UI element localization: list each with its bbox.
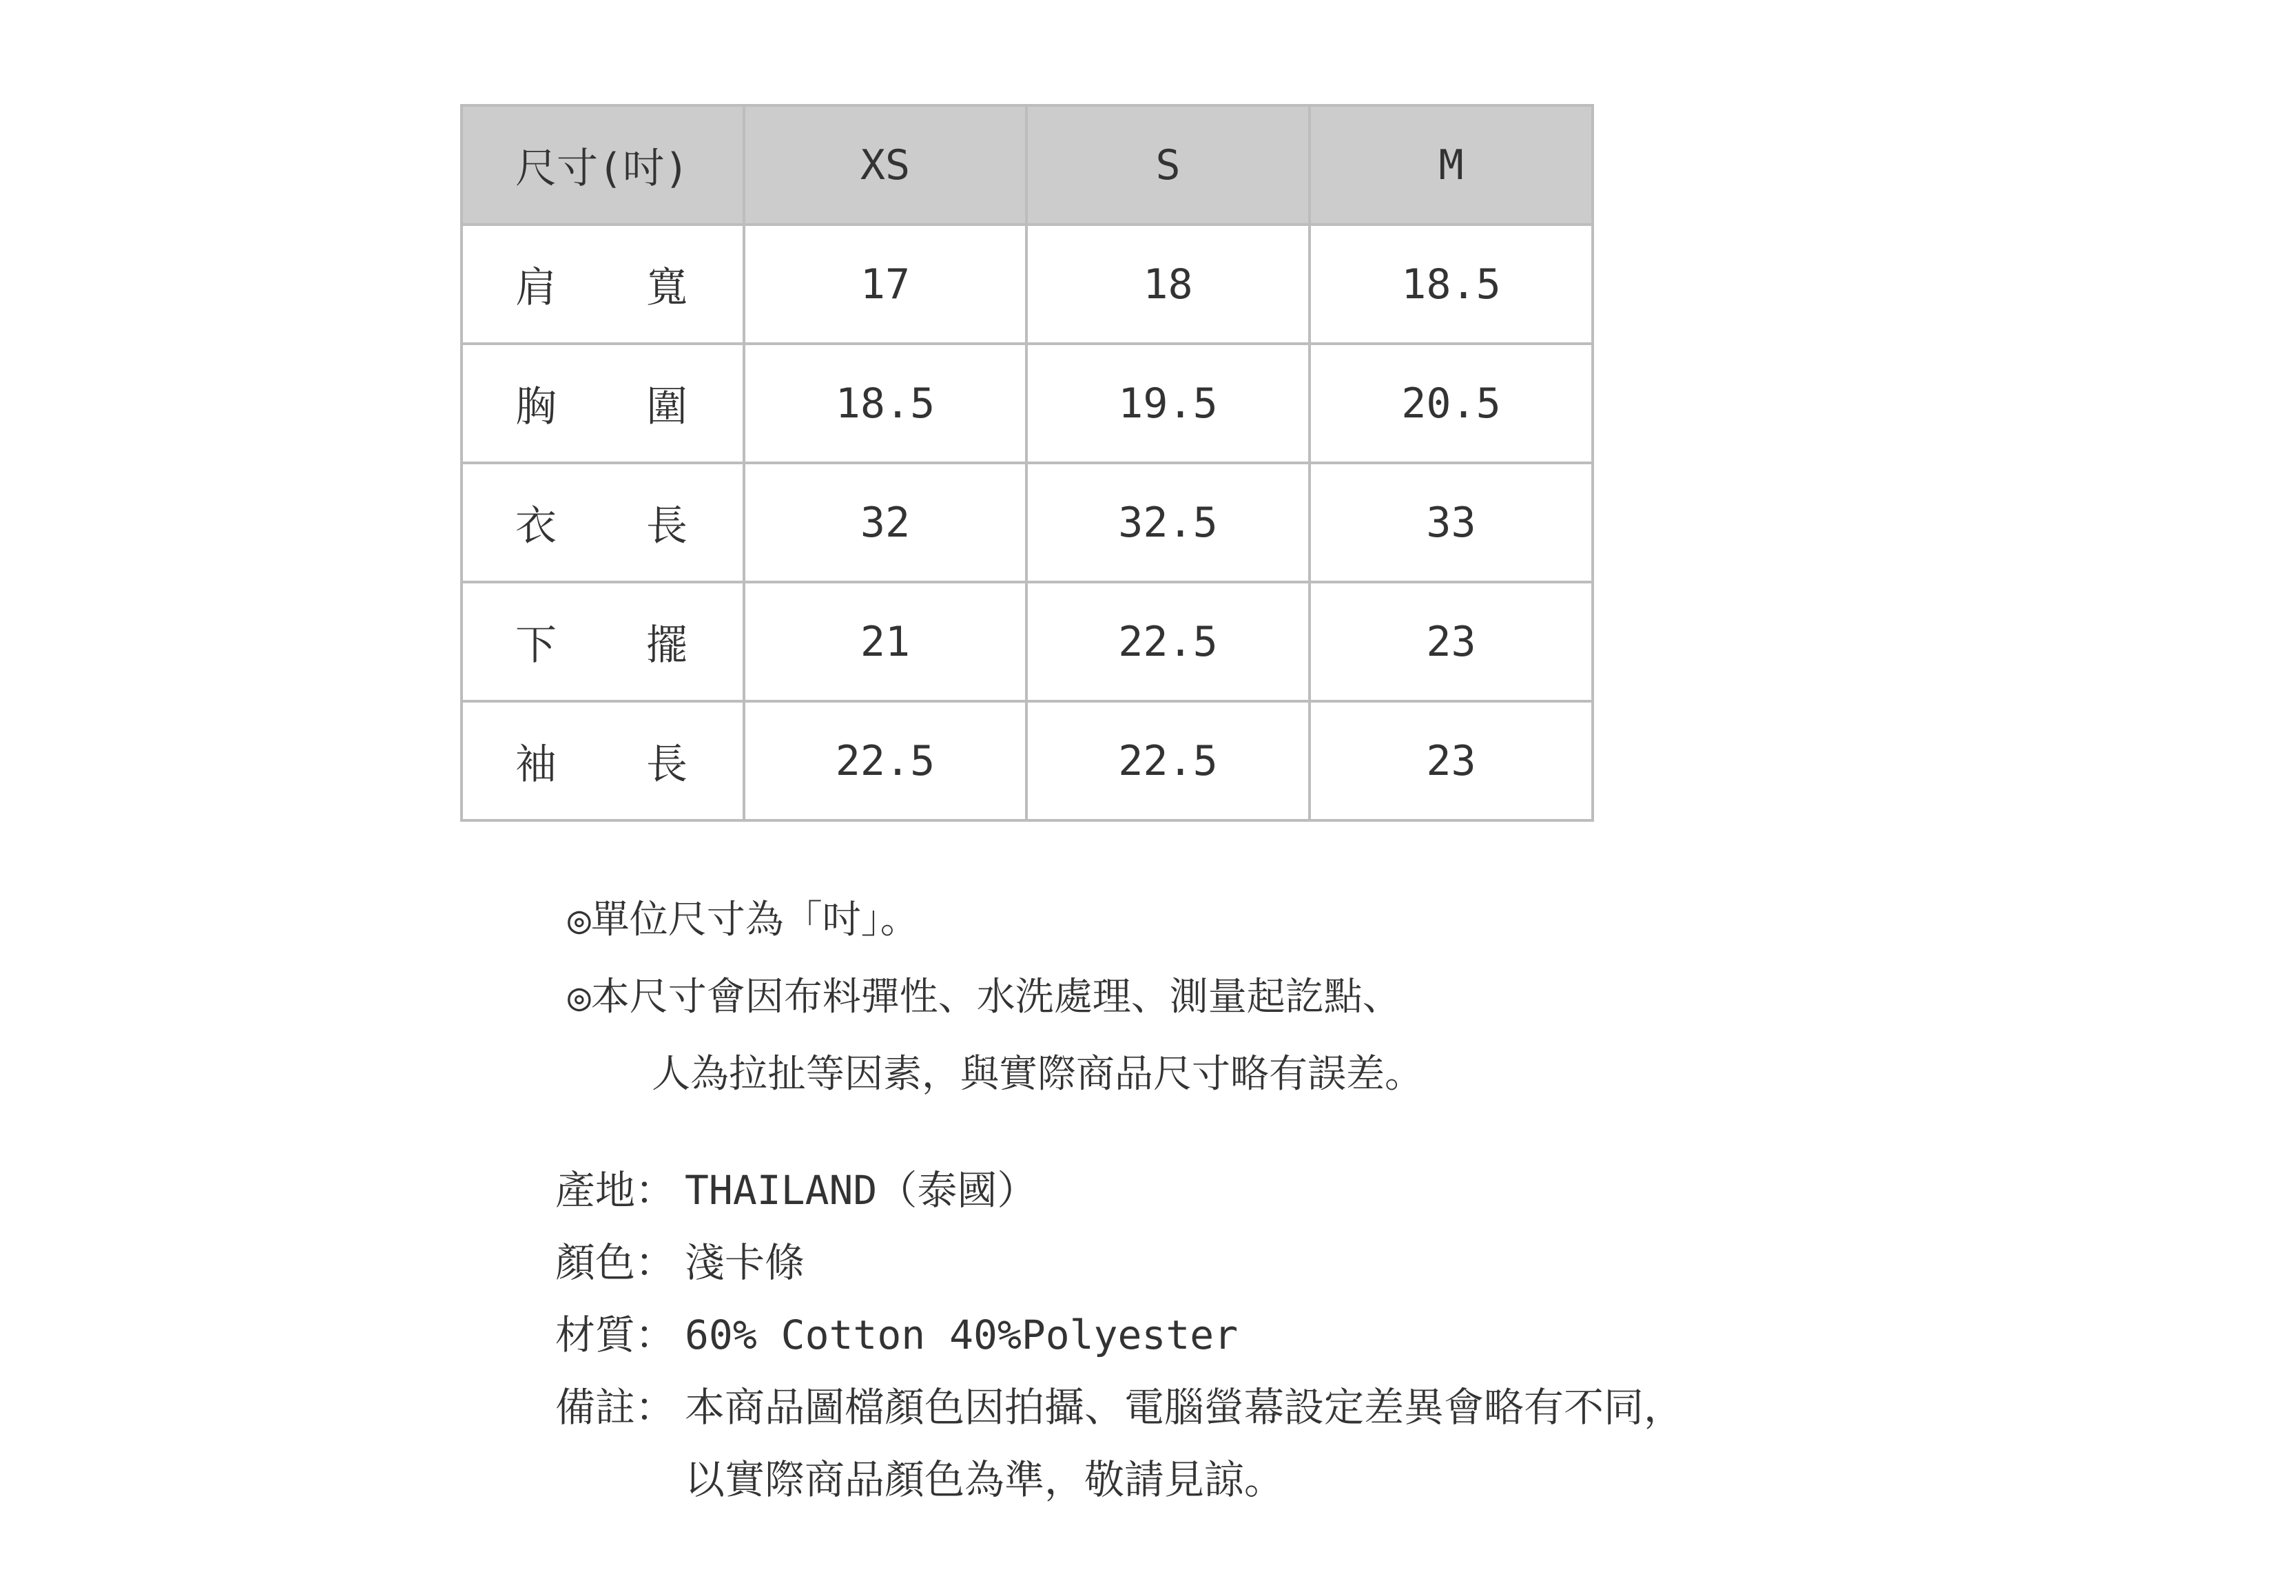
table-cell: 23 [1310, 701, 1593, 820]
header-size-xs: XS [744, 105, 1026, 225]
row-label-char: 肩 [515, 263, 557, 312]
table-cell: 32 [744, 463, 1026, 582]
remark-label: 備註： [555, 1384, 676, 1431]
table-cell: 20.5 [1310, 344, 1593, 463]
row-label-char: 下 [515, 621, 557, 670]
color-value: 淺卡條 [685, 1239, 805, 1286]
row-label-char: 衣 [515, 501, 557, 550]
table-cell: 18 [1026, 225, 1310, 344]
row-label-chest [462, 344, 744, 463]
table-row [462, 463, 1593, 582]
row-label-shoulder [462, 225, 744, 344]
note-measurement-continued: 人為拉扯等因素，與實際商品尺寸略有誤差。 [652, 1052, 1423, 1097]
note-measurement: ◎本尺寸會因布料彈性、水洗處理、測量起訖點、 [568, 975, 1401, 1019]
origin-label: 產地： [555, 1167, 676, 1214]
row-label-char: 長 [646, 740, 687, 789]
info-origin-row [555, 1154, 1684, 1227]
header-size-m: M [1310, 105, 1593, 225]
row-label-char: 袖 [515, 740, 557, 789]
table-cell: 18.5 [1310, 225, 1593, 344]
remark-value-continued: 以實際商品顏色為準，敬請見諒。 [685, 1456, 1285, 1503]
origin-value: THAILAND（泰國） [685, 1167, 1037, 1214]
material-value: 60% Cotton 40%Polyester [685, 1312, 1239, 1358]
info-material-row [555, 1299, 1684, 1371]
table-cell: 21 [744, 582, 1026, 701]
material-label: 材質： [555, 1312, 676, 1358]
table-row [462, 582, 1593, 701]
table-cell: 22.5 [1026, 582, 1310, 701]
table-cell: 19.5 [1026, 344, 1310, 463]
row-label-sleeve [462, 701, 744, 820]
table-header-row [462, 105, 1593, 225]
table-cell: 32.5 [1026, 463, 1310, 582]
note-unit: ◎單位尺寸為「吋」。 [568, 898, 919, 942]
header-size-s: S [1026, 105, 1310, 225]
row-label-char: 胸 [515, 382, 557, 431]
product-info [555, 1154, 1684, 1516]
row-label-char: 寬 [646, 263, 687, 312]
row-label-length [462, 463, 744, 582]
row-label-char: 圍 [646, 382, 687, 431]
table-row [462, 344, 1593, 463]
table-row [462, 701, 1593, 820]
info-remark-row [555, 1371, 1684, 1444]
row-label-char: 長 [646, 501, 687, 550]
info-color-row [555, 1227, 1684, 1299]
table-row [462, 225, 1593, 344]
size-chart-table [460, 104, 1594, 822]
header-size-label: 尺寸(吋) [462, 105, 744, 225]
table-cell: 22.5 [744, 701, 1026, 820]
table-cell: 17 [744, 225, 1026, 344]
table-cell: 33 [1310, 463, 1593, 582]
size-notes [568, 882, 1423, 1113]
table-cell: 18.5 [744, 344, 1026, 463]
row-label-char: 擺 [646, 621, 687, 670]
remark-value: 本商品圖檔顏色因拍攝、電腦螢幕設定差異會略有不同， [685, 1384, 1684, 1431]
color-label: 顏色： [555, 1239, 676, 1286]
table-cell: 23 [1310, 582, 1593, 701]
table-cell: 22.5 [1026, 701, 1310, 820]
row-label-hem [462, 582, 744, 701]
